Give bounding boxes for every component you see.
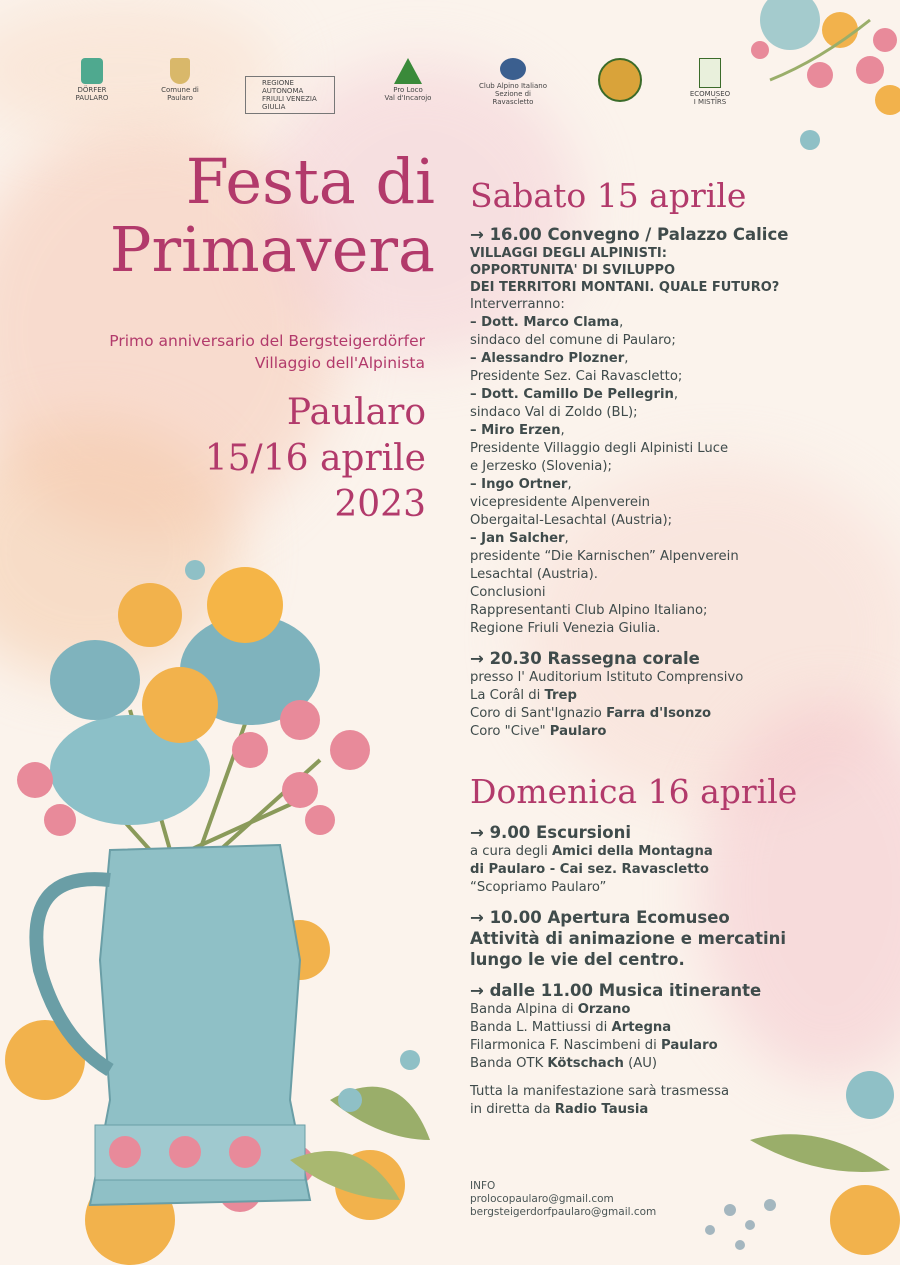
email-link[interactable]: bergsteigerdorfpaularo@gmail.com bbox=[470, 1206, 657, 1218]
band-item: Banda Alpina di Orzano bbox=[470, 1002, 631, 1017]
info-contacts bbox=[470, 1180, 656, 1219]
festival-title: Festa di Primavera bbox=[109, 145, 435, 286]
festival-subtitle: Primo anniversario del Bergsteigerdörfer Villaggio dell'Alpinista bbox=[109, 332, 425, 372]
speaker-item: – Miro Erzen, Presidente Villaggio degli Alpinisti Luce e Jerzesko (Slovenia); bbox=[470, 423, 729, 474]
speaker-item: – Jan Salcher, presidente “Die Karnischen” Alpenverein Lesachtal (Austria). bbox=[470, 531, 739, 582]
sponsor-logos bbox=[60, 58, 740, 118]
band-item: Filarmonica F. Nascimbeni di Paularo bbox=[470, 1038, 718, 1053]
choir-item: La Corâl di Trep bbox=[470, 688, 577, 703]
pro-loco-logo: Pro Loco Val d'Incarojo bbox=[378, 58, 438, 102]
ecomuseo-logo: ECOMUSEO I MISTÎRS bbox=[685, 58, 735, 106]
speaker-item: – Ingo Ortner, vicepresidente Alpenverein Obergaital-Lesachtal (Austria); bbox=[470, 477, 673, 528]
speaker-item: – Dott. Camillo De Pellegrin, sindaco Val di Zoldo (BL); bbox=[470, 387, 679, 420]
speaker-item: – Dott. Marco Clama, sindaco del comune di Paularo; bbox=[470, 315, 676, 348]
speaker-item: – Alessandro Plozner, Presidente Sez. Cai Ravascletto; bbox=[470, 351, 683, 384]
rassegna-venue: presso l' Auditorium Istituto Comprensivo bbox=[470, 670, 744, 685]
choir-item: Coro "Cive" Paularo bbox=[470, 724, 607, 739]
conclusions: Conclusioni Rappresentanti Club Alpino Italiano; Regione Friuli Venezia Giulia. bbox=[470, 585, 708, 636]
rassegna-title: → 20.30 Rassegna corale bbox=[470, 649, 700, 668]
saturday-heading: Sabato 15 aprile bbox=[470, 176, 747, 215]
escursioni-title: → 9.00 Escursioni bbox=[470, 823, 631, 842]
speakers-intro: Interverranno: bbox=[470, 297, 565, 312]
escursioni-organizer-2: di Paularo - Cai sez. Ravascletto bbox=[470, 862, 709, 877]
escursioni-name: “Scopriamo Paularo” bbox=[470, 880, 607, 895]
convegno-title: → 16.00 Convegno / Palazzo Calice bbox=[470, 225, 789, 244]
broadcast-note: Tutta la manifestazione sarà trasmessa in diretta da Radio Tausia bbox=[470, 1084, 730, 1117]
flower-vase-illustration bbox=[0, 540, 440, 1265]
escursioni-organizer: a cura degli Amici della Montagna bbox=[470, 844, 713, 859]
apertura-line: lungo le vie del centro. bbox=[470, 950, 685, 969]
cai-logo: Club Alpino Italiano Sezione di Ravascletto bbox=[478, 58, 548, 106]
saturday-program bbox=[470, 224, 890, 741]
regione-fvg-logo: REGIONE AUTONOMA FRIULI VENEZIA GIULIA bbox=[245, 76, 335, 114]
apertura-line: Attività di animazione e mercatini bbox=[470, 929, 787, 948]
email-link[interactable]: prolocopaularo@gmail.com bbox=[470, 1193, 614, 1205]
comune-paularo-logo: Comune di Paularo bbox=[150, 58, 210, 102]
info-label: INFO bbox=[470, 1180, 496, 1192]
band-item: Banda OTK Kötschach (AU) bbox=[470, 1056, 658, 1071]
place-and-dates: Paularo 15/16 aprile 2023 bbox=[204, 392, 426, 525]
apertura-title: → 10.00 Apertura Ecomuseo bbox=[470, 908, 730, 927]
choir-item: Coro di Sant'Ignazio Farra d'Isonzo bbox=[470, 706, 712, 721]
sunday-program bbox=[470, 822, 890, 1119]
bergsteigerdoerfer-logo: DÖRFER PAULARO bbox=[62, 58, 122, 102]
musica-title: → dalle 11.00 Musica itinerante bbox=[470, 981, 762, 1000]
band-item: Banda L. Mattiussi di Artegna bbox=[470, 1020, 672, 1035]
convegno-topic: VILLAGGI DEGLI ALPINISTI: OPPORTUNITA' DI SVILUPPO DEI TERRITORI MONTANI. QUALE FUTURO? bbox=[470, 246, 780, 295]
sunday-heading: Domenica 16 aprile bbox=[470, 772, 798, 811]
amici-montagna-logo bbox=[595, 58, 645, 104]
